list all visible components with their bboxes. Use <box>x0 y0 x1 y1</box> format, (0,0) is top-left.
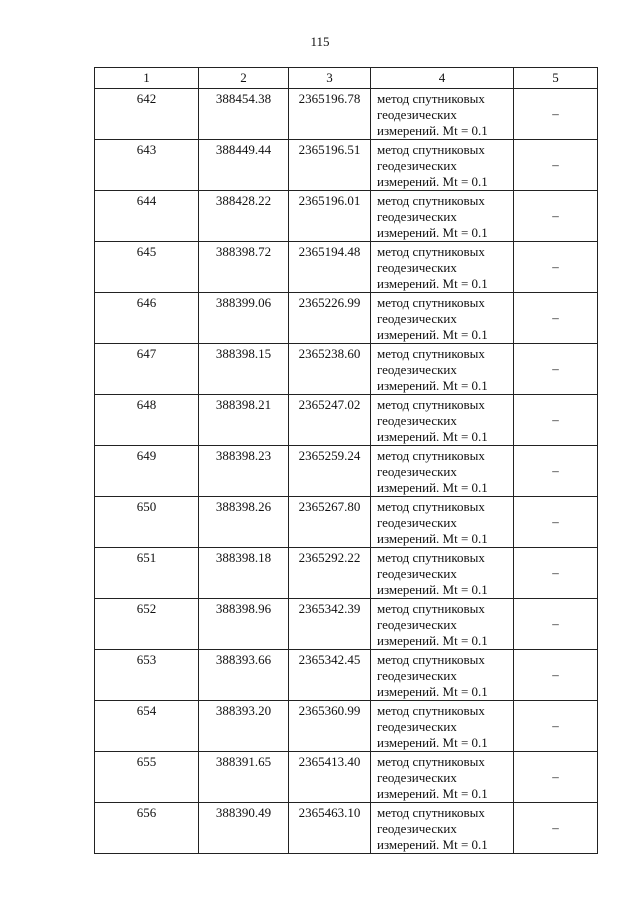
method-cell <box>371 140 514 191</box>
point-number-cell: 655 <box>95 752 199 803</box>
method-line: геодезических <box>377 107 457 122</box>
x-coordinate-cell: 388398.23 <box>199 446 289 497</box>
method-line: геодезических <box>377 668 457 683</box>
note-cell: – <box>514 497 598 548</box>
x-coordinate-cell: 388398.21 <box>199 395 289 446</box>
method-line: измерений. Mt = 0.1 <box>377 531 488 546</box>
point-number-cell: 650 <box>95 497 199 548</box>
point-number-cell: 645 <box>95 242 199 293</box>
y-coordinate-cell: 2365238.60 <box>289 344 371 395</box>
header-col-2: 2 <box>199 68 289 89</box>
method-line: метод спутниковых <box>377 91 485 106</box>
x-coordinate-cell: 388454.38 <box>199 89 289 140</box>
method-cell <box>371 395 514 446</box>
y-coordinate-cell: 2365267.80 <box>289 497 371 548</box>
y-coordinate-cell: 2365226.99 <box>289 293 371 344</box>
method-line: измерений. Mt = 0.1 <box>377 276 488 291</box>
method-cell <box>371 191 514 242</box>
method-line: метод спутниковых <box>377 448 485 463</box>
point-number-cell: 648 <box>95 395 199 446</box>
table-row <box>95 650 598 701</box>
method-line: метод спутниковых <box>377 346 485 361</box>
method-line: метод спутниковых <box>377 193 485 208</box>
table-row <box>95 599 598 650</box>
method-line: геодезических <box>377 260 457 275</box>
x-coordinate-cell: 388391.65 <box>199 752 289 803</box>
note-cell: – <box>514 650 598 701</box>
point-number-cell: 653 <box>95 650 199 701</box>
table-row <box>95 395 598 446</box>
note-cell: – <box>514 191 598 242</box>
method-line: метод спутниковых <box>377 703 485 718</box>
point-number-cell: 651 <box>95 548 199 599</box>
table-row <box>95 140 598 191</box>
note-cell: – <box>514 242 598 293</box>
method-line: измерений. Mt = 0.1 <box>377 633 488 648</box>
y-coordinate-cell: 2365196.51 <box>289 140 371 191</box>
point-number-cell: 646 <box>95 293 199 344</box>
table-row <box>95 803 598 854</box>
method-line: измерений. Mt = 0.1 <box>377 429 488 444</box>
y-coordinate-cell: 2365194.48 <box>289 242 371 293</box>
x-coordinate-cell: 388428.22 <box>199 191 289 242</box>
note-cell: – <box>514 701 598 752</box>
method-line: метод спутниковых <box>377 652 485 667</box>
x-coordinate-cell: 388398.26 <box>199 497 289 548</box>
y-coordinate-cell: 2365360.99 <box>289 701 371 752</box>
table-row <box>95 446 598 497</box>
method-line: метод спутниковых <box>377 499 485 514</box>
point-number-cell: 656 <box>95 803 199 854</box>
table-row <box>95 752 598 803</box>
method-line: измерений. Mt = 0.1 <box>377 378 488 393</box>
method-line: геодезических <box>377 209 457 224</box>
method-line: измерений. Mt = 0.1 <box>377 582 488 597</box>
note-cell: – <box>514 395 598 446</box>
method-cell <box>371 446 514 497</box>
table-row <box>95 497 598 548</box>
x-coordinate-cell: 388393.66 <box>199 650 289 701</box>
table-row <box>95 89 598 140</box>
method-line: геодезических <box>377 719 457 734</box>
method-line: измерений. Mt = 0.1 <box>377 174 488 189</box>
point-number-cell: 652 <box>95 599 199 650</box>
header-col-4: 4 <box>371 68 514 89</box>
table-row <box>95 548 598 599</box>
y-coordinate-cell: 2365196.78 <box>289 89 371 140</box>
y-coordinate-cell: 2365247.02 <box>289 395 371 446</box>
point-number-cell: 644 <box>95 191 199 242</box>
y-coordinate-cell: 2365259.24 <box>289 446 371 497</box>
point-number-cell: 649 <box>95 446 199 497</box>
header-col-5: 5 <box>514 68 598 89</box>
x-coordinate-cell: 388398.15 <box>199 344 289 395</box>
x-coordinate-cell: 388398.18 <box>199 548 289 599</box>
note-cell: – <box>514 140 598 191</box>
point-number-cell: 647 <box>95 344 199 395</box>
method-line: измерений. Mt = 0.1 <box>377 123 488 138</box>
method-cell <box>371 293 514 344</box>
point-number-cell: 654 <box>95 701 199 752</box>
coordinates-table <box>94 67 598 854</box>
note-cell: – <box>514 803 598 854</box>
method-line: метод спутниковых <box>377 142 485 157</box>
table-row <box>95 344 598 395</box>
header-col-1: 1 <box>95 68 199 89</box>
method-cell <box>371 89 514 140</box>
point-number-cell: 642 <box>95 89 199 140</box>
y-coordinate-cell: 2365196.01 <box>289 191 371 242</box>
note-cell: – <box>514 344 598 395</box>
method-line: измерений. Mt = 0.1 <box>377 327 488 342</box>
page-number: 115 <box>310 34 330 49</box>
method-cell <box>371 752 514 803</box>
y-coordinate-cell: 2365342.45 <box>289 650 371 701</box>
y-coordinate-cell: 2365292.22 <box>289 548 371 599</box>
method-line: геодезических <box>377 617 457 632</box>
method-line: измерений. Mt = 0.1 <box>377 786 488 801</box>
note-cell: – <box>514 89 598 140</box>
x-coordinate-cell: 388393.20 <box>199 701 289 752</box>
table-row <box>95 242 598 293</box>
method-line: геодезических <box>377 311 457 326</box>
method-line: измерений. Mt = 0.1 <box>377 480 488 495</box>
y-coordinate-cell: 2365413.40 <box>289 752 371 803</box>
x-coordinate-cell: 388398.96 <box>199 599 289 650</box>
header-col-3: 3 <box>289 68 371 89</box>
method-cell <box>371 701 514 752</box>
point-number-cell: 643 <box>95 140 199 191</box>
table-body <box>95 89 598 854</box>
method-cell <box>371 344 514 395</box>
y-coordinate-cell: 2365463.10 <box>289 803 371 854</box>
method-cell <box>371 497 514 548</box>
method-line: геодезических <box>377 158 457 173</box>
note-cell: – <box>514 752 598 803</box>
note-cell: – <box>514 548 598 599</box>
note-cell: – <box>514 293 598 344</box>
method-line: измерений. Mt = 0.1 <box>377 837 488 852</box>
y-coordinate-cell: 2365342.39 <box>289 599 371 650</box>
method-cell <box>371 599 514 650</box>
note-cell: – <box>514 446 598 497</box>
method-line: геодезических <box>377 821 457 836</box>
method-line: метод спутниковых <box>377 805 485 820</box>
method-line: геодезических <box>377 566 457 581</box>
method-line: метод спутниковых <box>377 244 485 259</box>
method-line: измерений. Mt = 0.1 <box>377 225 488 240</box>
table-row <box>95 191 598 242</box>
method-line: геодезических <box>377 770 457 785</box>
x-coordinate-cell: 388449.44 <box>199 140 289 191</box>
method-line: геодезических <box>377 515 457 530</box>
method-line: метод спутниковых <box>377 601 485 616</box>
note-cell: – <box>514 599 598 650</box>
method-cell <box>371 650 514 701</box>
method-cell <box>371 803 514 854</box>
method-line: метод спутниковых <box>377 550 485 565</box>
method-line: геодезических <box>377 464 457 479</box>
method-line: метод спутниковых <box>377 397 485 412</box>
method-line: геодезических <box>377 413 457 428</box>
x-coordinate-cell: 388398.72 <box>199 242 289 293</box>
method-cell <box>371 548 514 599</box>
x-coordinate-cell: 388390.49 <box>199 803 289 854</box>
table-row <box>95 701 598 752</box>
method-line: метод спутниковых <box>377 754 485 769</box>
method-line: метод спутниковых <box>377 295 485 310</box>
method-line: измерений. Mt = 0.1 <box>377 735 488 750</box>
table-header-row <box>95 68 598 89</box>
table-row <box>95 293 598 344</box>
method-line: геодезических <box>377 362 457 377</box>
x-coordinate-cell: 388399.06 <box>199 293 289 344</box>
method-cell <box>371 242 514 293</box>
method-line: измерений. Mt = 0.1 <box>377 684 488 699</box>
